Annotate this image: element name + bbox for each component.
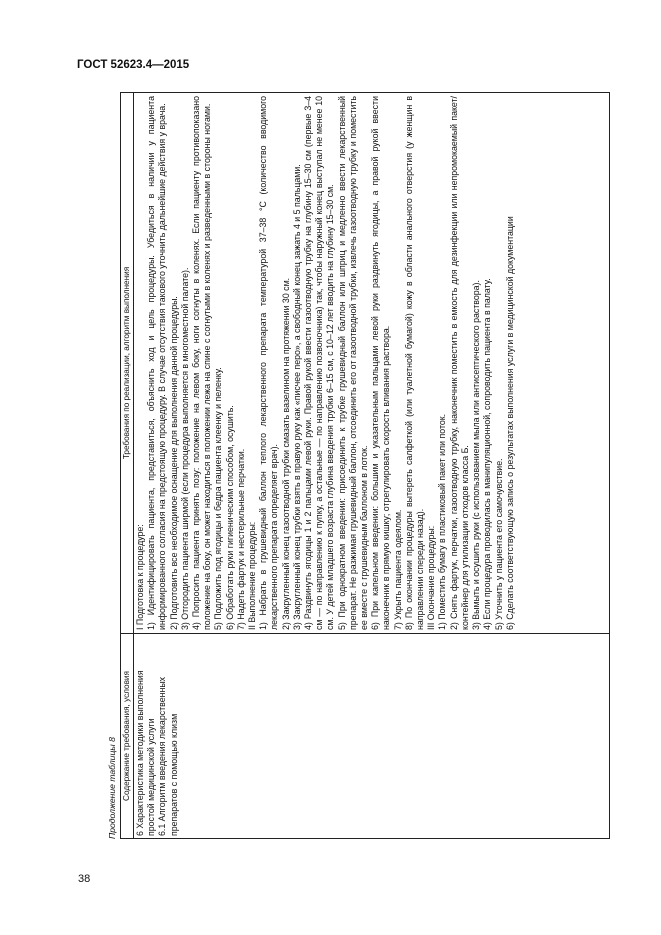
- algorithm-step: 7) Надеть фартук и нестерильные перчатки.: [235, 448, 246, 630]
- algorithm-step: 5) Подложить под ягодицы и бедра пациента клеенку и пеленку.: [213, 367, 224, 630]
- algorithm-step: 7) Укрыть пациента одеялом.: [392, 509, 403, 630]
- condition-cell: [134, 633, 609, 838]
- algorithm-step: 6) Обработать руки гигиеническим способом, осушить.: [224, 405, 235, 630]
- document-code: ГОСТ 52623.4—2015: [77, 59, 190, 71]
- column-header-requirements: Требования по реализации, алгоритм выполнения: [122, 266, 131, 460]
- algorithm-cell: [134, 93, 609, 633]
- page-number: 38: [78, 873, 91, 885]
- algorithm-step: 3) Вымыть и осушить руки (с использованием мыла или антисептического раствора).: [471, 280, 482, 630]
- table-header: [121, 93, 134, 838]
- algorithm-step: 6) При капельном введении: большим и указательным пальцами левой руки раздвинуть ягодицы, а правой рукой ввести наконечник в прямую кишку; отрегулировать скорость вливания раствора.: [370, 96, 392, 630]
- rotated-table: [107, 92, 610, 839]
- algorithm-step: 4) Попросить пациента принять позу: положение на левом боку, ноги согнуты в коленях. Если пациенту противопоказано положение на боку, он может находиться в положении лежа на спине с согнутыми в коленях и разведенными в стороны ногами.: [191, 96, 213, 630]
- algorithm-step: 1) Идентифицировать пациента, представиться, объяснить ход и цель процедуры. Убедиться в наличии у пациента информированного согласия на предстоящую процедуру. В случае отсутствия такового уточнить дальнейшие действия у врача.: [146, 96, 168, 630]
- algorithm-step: 3) Отгородить пациента ширмой (если процедура выполняется в многоместной палате).: [179, 267, 190, 630]
- algorithm-step: 3) Закругленный конец трубки взять в правую руку как «писчее перо», а свободный конец зажать 4 и 5 пальцами.: [291, 164, 302, 630]
- algorithm-step: 1) Набрать в грушевидный баллон теплого лекарственного препарата температурой 37–38 °С (количество вводимого лекарственного препарата определяет врач).: [258, 96, 280, 630]
- algorithm-step: 2) Закругленный конец газоотводной трубки смазать вазелином на протяжении 30 см.: [280, 277, 291, 630]
- algorithm-step: I Подготовка к процедуре:: [135, 524, 145, 630]
- algorithm-step: 6) Сделать соответствующую запись о результатах выполнения услуги в медицинской документации: [504, 216, 515, 630]
- table-area: [107, 92, 610, 839]
- algorithm-step: 8) По окончании процедуры вытереть салфеткой (или туалетной бумагой) кожу в области анального отверстия (у женщин в направлении спереди назад).: [403, 96, 426, 630]
- algorithm-step: 4) Если процедура проводилась в манипуляционной, сопроводить пациента в палату.: [482, 278, 493, 630]
- table-caption: Продолжение таблицы 8: [107, 737, 117, 839]
- algorithm-step: 1) Поместить бумагу в пластиковый пакет или поток.: [437, 413, 448, 630]
- algorithm-step: 2) Подготовить все необходимое оснащение для выполнения данной процедуры.: [168, 296, 179, 630]
- algorithm-step: III Окончание процедуры:: [426, 525, 437, 630]
- algorithm-step: 4) Раздвинуть ягодицы 1 и 2 пальцами левой руки. Правой рукой ввести газоотводную трубку на глубину 15–30 см (первые 3–4 см — по направлению к пупку, а остальные — по направлению позвоночника) так, чтобы наружный конец выступал не менее 10 см. У детей младшего возраста глубина введения трубки 6–15 см, с 10–12 лет вводить на глубину 15–30 см.: [303, 96, 336, 630]
- algorithm-step: 2) Снять фартук, перчатки, газоотводную трубку, наконечник поместить в емкость для дезинфекции или непромокаемый пакет/контейнер для утилизации отходов класса Б.: [448, 96, 470, 630]
- condition-text: 6 Характеристика методики выполнения простой медицинской услуги: [135, 670, 157, 836]
- requirements-table: [120, 92, 610, 839]
- algorithm-step: II Выполнение процедуры:: [247, 521, 258, 630]
- condition-text: 6.1 Алгоритм введения лекарственных препаратов с помощью клизм: [157, 676, 179, 836]
- algorithm-step: 5) При однократном введении: присоединить к трубке грушевидный баллон или шприц и медленно ввести лекарственный препарат. Не разжимая грушевидный баллон, отсоединить его от газоотводной трубки, извлечь газоотводную трубку и поместить ее вместе с грушевидным баллоном в лоток.: [336, 96, 370, 630]
- algorithm-step: 5) Уточнить у пациента его самочувствие.: [493, 458, 504, 630]
- table-row: [134, 93, 609, 838]
- column-header-content: Содержание требования, условия: [121, 633, 133, 838]
